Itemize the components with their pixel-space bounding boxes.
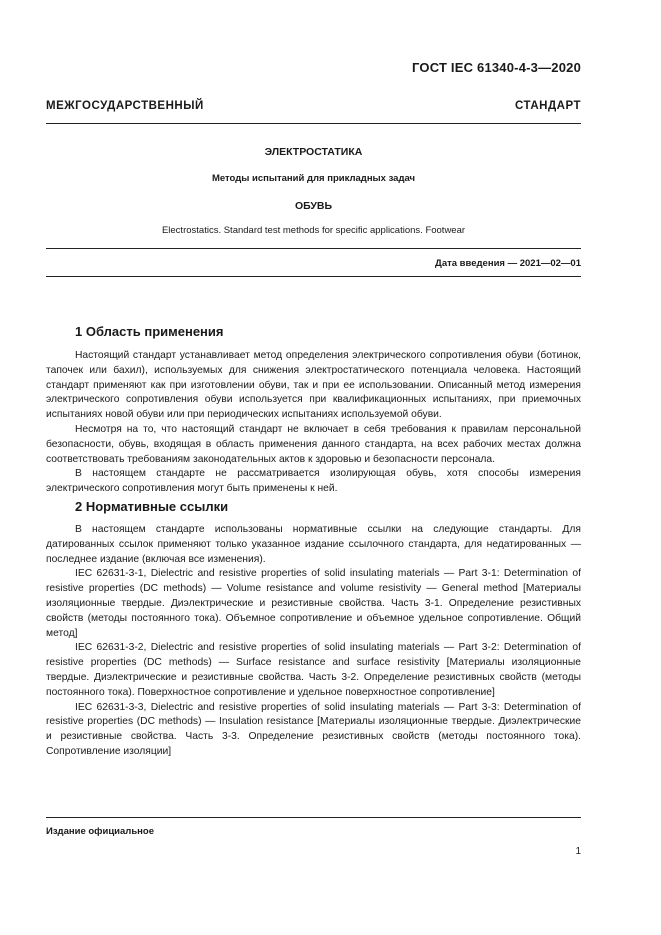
date-divider	[46, 276, 581, 277]
interstate-standard-label: МЕЖГОСУДАРСТВЕННЫЙ СТАНДАРТ	[46, 100, 581, 112]
standard-subtitle: Методы испытаний для прикладных задач	[211, 173, 416, 184]
document-code: ГОСТ IEC 61340-4-3—2020	[412, 60, 581, 75]
section-2-paragraph: В настоящем стандарте использованы нормативные ссылки на следующие стандарты. Для датированных ссылок применяют только указанное издание ссылочного стандарта, для недатированных — последнее издание (включая все изменения).	[46, 524, 581, 565]
section-2-heading: 2 Нормативные ссылки	[75, 499, 229, 514]
page-number: 1	[575, 846, 581, 857]
standard-part: ОБУВЬ	[294, 200, 333, 212]
reference-entry: IEC 62631-3-1, Dielectric and resistive properties of solid insulating materials — Part 3-1: Determination of resistive properties (DC methods) — Volume resistance and volume resistivity — General method [Материалы изоляционные твердые. Диэлектрические и резистивные свойства. Часть 3-1. Определение резистивных свойств (методы постоянного тока). Объемное сопротивление и объемное удельное сопротивление. Общий метод]	[46, 568, 581, 639]
section-1-paragraph: В настоящем стандарте не рассматривается изолирующая обувь, хотя способы измерения электрического сопротивления могут быть применены к ней.	[46, 468, 581, 495]
reference-entry: IEC 62631-3-3, Dielectric and resistive properties of solid insulating materials — Part 3-3: Determination of resistive properties (DC methods) — Insulation resistance [Материалы изоляционные твердые. Диэлектрические и резистивные свойства. Часть 3-3. Определение резистивных свойств (методы постоянного тока). Сопротивление изоляции]	[46, 701, 581, 757]
footer-divider	[46, 817, 581, 818]
english-title: Electrostatics. Standard test methods for specific applications. Footwear	[161, 225, 466, 236]
section-1-heading: 1 Область применения	[75, 324, 224, 339]
section-1-paragraph: Настоящий стандарт устанавливает метод определения электрического сопротивления обуви (ботинок, тапочек или бахил), используемых для снижения электростатического потенциала человека. Настоящий стандарт применяют как при изготовлении обуви, так и при ее использовании. Описанный метод измерения электрического сопротивления обуви используется при квалификационных испытаниях, при приемочных испытаниях новой обуви или при периодических испытаниях используемой обуви.	[46, 350, 581, 421]
reference-entry: IEC 62631-3-2, Dielectric and resistive properties of solid insulating materials — Part 3-2: Determination of resistive properties (DC methods) — Surface resistance and surface resistivity [Материалы изоляционные твердые. Диэлектрические и резистивные свойства. Часть 3-2. Определение резистивных свойств (методы постоянного тока). Поверхностное сопротивление и удельное поверхностное сопротивление]	[46, 642, 581, 698]
standard-title: ЭЛЕКТРОСТАТИКА	[264, 146, 363, 158]
title-divider	[46, 248, 581, 249]
section-1-body	[46, 349, 581, 497]
section-1-paragraph: Несмотря на то, что настоящий стандарт не включает в себя требования к правилам персональной безопасности, обувь, входящая в область применения данного стандарта, на всех рабочих местах должна соответствовать требованиям законодательных актов к здоровью и безопасности персонала.	[46, 423, 581, 465]
header-divider	[46, 123, 581, 124]
introduction-date: Дата введения — 2021—02—01	[435, 258, 581, 269]
official-edition-label: Издание официальное	[46, 826, 154, 837]
section-2-body	[46, 523, 581, 760]
